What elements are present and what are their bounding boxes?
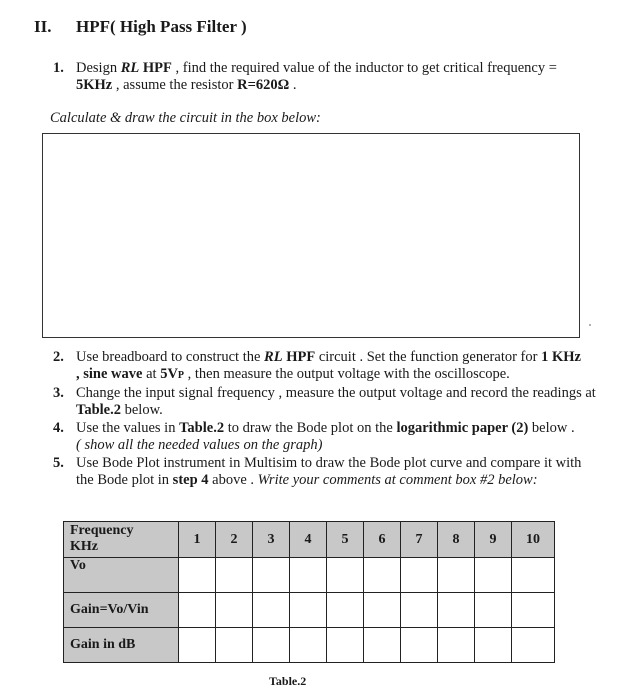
question-1-text: Design RL HPF , find the required value of the inductor to get critical frequency = 5KHz , assume the resistor R=620Ω . [76,60,557,93]
question-4-number: 4. [53,420,64,436]
data-cell[interactable] [475,628,512,663]
freq-cell: 3 [253,522,290,558]
data-cell[interactable] [364,558,401,593]
question-3-text: Change the input signal frequency , measure the output voltage and record the readings at Table.2 below. [76,385,596,418]
data-cell[interactable] [327,558,364,593]
circuit-drawing-box[interactable] [42,133,580,338]
data-cell[interactable] [327,628,364,663]
freq-cell: 6 [364,522,401,558]
question-5 [53,455,613,491]
freq-cell: 10 [512,522,555,558]
data-cell[interactable] [512,628,555,663]
freq-cell: 2 [216,522,253,558]
question-2 [53,349,613,385]
question-2-text: Use breadboard to construct the RL HPF circuit . Set the function generator for 1 KHz , sine wave at 5VP , then measure the output voltage with the oscilloscope. [76,349,581,382]
table-row [64,593,555,628]
table-header-row [64,522,555,558]
data-cell[interactable] [179,628,216,663]
section-heading [34,17,247,37]
data-cell[interactable] [438,593,475,628]
data-cell[interactable] [327,593,364,628]
question-4-text: Use the values in Table.2 to draw the Bode plot on the logarithmic paper (2) below . ( show all the needed values on the graph) [76,420,575,453]
data-cell[interactable] [179,558,216,593]
data-cell[interactable] [364,593,401,628]
rl-label: RL [120,60,140,76]
table-row [64,558,555,593]
frequency-header: Frequency KHz [64,522,179,558]
table-row [64,628,555,663]
data-cell[interactable] [401,593,438,628]
scan-dot [589,324,591,326]
data-cell[interactable] [216,593,253,628]
data-cell[interactable] [216,628,253,663]
freq-cell: 7 [401,522,438,558]
data-cell[interactable] [401,628,438,663]
question-5-text: Use Bode Plot instrument in Multisim to draw the Bode plot curve and compare it with the Bode plot in step 4 above . Write your comments at comment box #2 below: [76,455,582,488]
freq-cell: 1 [179,522,216,558]
data-cell[interactable] [179,593,216,628]
data-cell[interactable] [438,558,475,593]
data-cell[interactable] [290,593,327,628]
freq-cell: 5 [327,522,364,558]
question-3 [53,385,613,421]
data-cell[interactable] [253,628,290,663]
data-cell[interactable] [216,558,253,593]
critical-frequency: 5KHz [76,77,113,93]
section-title: HPF( High Pass Filter ) [76,17,247,36]
data-cell[interactable] [401,558,438,593]
question-4 [53,420,613,456]
data-cell[interactable] [512,593,555,628]
question-5-number: 5. [53,455,64,471]
data-cell[interactable] [253,558,290,593]
freq-cell: 9 [475,522,512,558]
data-cell[interactable] [475,558,512,593]
data-cell[interactable] [512,558,555,593]
resistor-value: R=620Ω [237,77,290,93]
data-cell[interactable] [253,593,290,628]
data-cell[interactable] [290,628,327,663]
row-label-gain-db: Gain in dB [64,628,179,663]
data-cell[interactable] [290,558,327,593]
section-number: II. [34,17,52,36]
data-cell[interactable] [475,593,512,628]
data-cell[interactable] [364,628,401,663]
question-1 [53,60,613,100]
row-label-gain: Gain=Vo/Vin [64,593,179,628]
freq-cell: 4 [290,522,327,558]
question-3-number: 3. [53,385,64,401]
question-1-number: 1. [53,60,64,76]
question-2-number: 2. [53,349,64,365]
frequency-table [63,521,555,663]
freq-cell: 8 [438,522,475,558]
row-label-vo: Vo [64,558,179,593]
data-cell[interactable] [438,628,475,663]
calc-instruction: Calculate & draw the circuit in the box below: [50,110,321,126]
table-caption: Table.2 [269,674,307,688]
